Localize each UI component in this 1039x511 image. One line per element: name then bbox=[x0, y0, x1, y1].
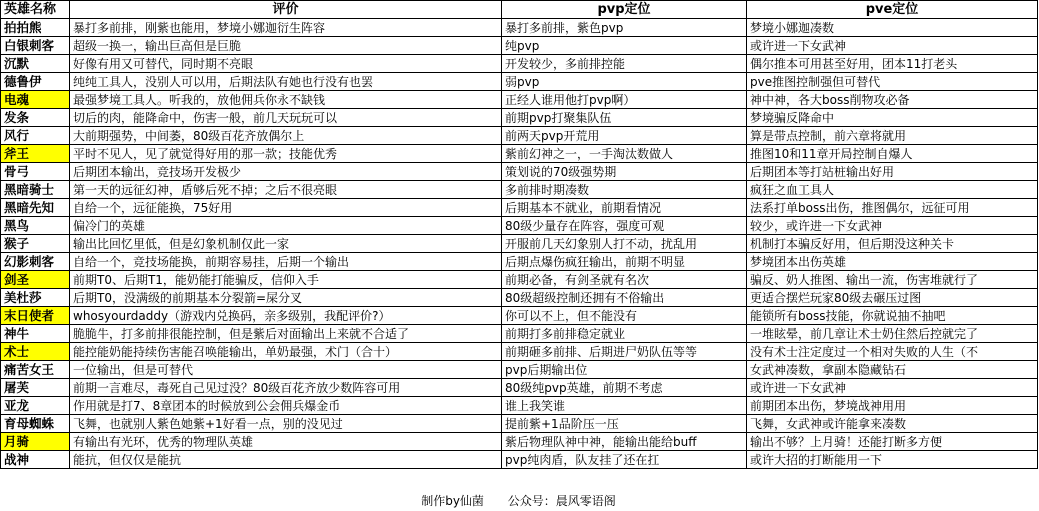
table-row bbox=[1, 19, 1038, 37]
pve-cell: 更适合摆烂玩家80级去碾压过图 bbox=[747, 289, 1038, 307]
pvp-cell: 前期打多前排稳定就业 bbox=[502, 325, 747, 343]
table-row bbox=[1, 253, 1038, 271]
pve-cell: 梦境团本出伤英雄 bbox=[747, 253, 1038, 271]
table-row bbox=[1, 397, 1038, 415]
evaluation-cell: 大前期强势，中间萎，80级百花齐放偶尔上 bbox=[70, 127, 502, 145]
hero-name-cell: 黑鸟 bbox=[1, 217, 70, 235]
hero-name-cell: 幻影刺客 bbox=[1, 253, 70, 271]
table-row bbox=[1, 271, 1038, 289]
table-row bbox=[1, 379, 1038, 397]
hero-name-cell: 神牛 bbox=[1, 325, 70, 343]
table-row bbox=[1, 217, 1038, 235]
hero-name-cell: 风行 bbox=[1, 127, 70, 145]
table-row bbox=[1, 37, 1038, 55]
footer-author: 制作by仙菌 bbox=[421, 494, 484, 508]
pvp-cell: 前期必备，有剑圣就有名次 bbox=[502, 271, 747, 289]
table-row bbox=[1, 55, 1038, 73]
pvp-cell: 策划说的70级强势期 bbox=[502, 163, 747, 181]
pvp-cell: 紫前幻神之一，一手淘汰数做人 bbox=[502, 145, 747, 163]
hero-name-cell: 拍拍熊 bbox=[1, 19, 70, 37]
table-row bbox=[1, 343, 1038, 361]
pvp-cell: 你可以不上，但不能没有 bbox=[502, 307, 747, 325]
hero-name-cell: 斧王 bbox=[1, 145, 70, 163]
table-row bbox=[1, 235, 1038, 253]
pvp-cell: 多前排时期凑数 bbox=[502, 181, 747, 199]
table-body bbox=[1, 19, 1038, 469]
table-row bbox=[1, 145, 1038, 163]
pve-cell: 疯狂之血工具人 bbox=[747, 181, 1038, 199]
evaluation-cell: 最强梦境工具人。听我的，放他佣兵你永不缺钱 bbox=[70, 91, 502, 109]
pve-cell: 偶尔推本可用甚至好用，团本11打老头 bbox=[747, 55, 1038, 73]
evaluation-cell: 暴打多前排，刚紫也能用，梦境小娜迦衍生阵容 bbox=[70, 19, 502, 37]
evaluation-cell: 偏冷门的英雄 bbox=[70, 217, 502, 235]
hero-name-cell: 月骑 bbox=[1, 433, 70, 451]
pve-cell: pve推图控制强但可替代 bbox=[747, 73, 1038, 91]
pve-cell: 输出不够？上月骑！还能打断多方便 bbox=[747, 433, 1038, 451]
evaluation-cell: 自给一个，远征能换，75好用 bbox=[70, 199, 502, 217]
header-row bbox=[1, 1, 1038, 19]
hero-name-cell: 剑圣 bbox=[1, 271, 70, 289]
header-pvp-position: pvp定位 bbox=[502, 1, 747, 19]
hero-name-cell: 白银刺客 bbox=[1, 37, 70, 55]
pve-cell: 梦境骗反降命中 bbox=[747, 109, 1038, 127]
hero-name-cell: 美杜莎 bbox=[1, 289, 70, 307]
evaluation-cell: 后期团本输出，竞技场开发极少 bbox=[70, 163, 502, 181]
evaluation-cell: 输出比回忆里低，但是幻象机制仅此一家 bbox=[70, 235, 502, 253]
pvp-cell: 谁上我笑谁 bbox=[502, 397, 747, 415]
pve-cell: 神中神，各大boss削物攻必备 bbox=[747, 91, 1038, 109]
evaluation-cell: 飞舞，也就别人紫色她紫+1好看一点，别的没见过 bbox=[70, 415, 502, 433]
pvp-cell: pvp后期输出位 bbox=[502, 361, 747, 379]
table-row bbox=[1, 181, 1038, 199]
table-row bbox=[1, 199, 1038, 217]
hero-name-cell: 猴子 bbox=[1, 235, 70, 253]
pve-cell: 没有术士注定度过一个相对失败的人生（不 bbox=[747, 343, 1038, 361]
pve-cell: 前期团本出伤，梦境战神用用 bbox=[747, 397, 1038, 415]
table-row bbox=[1, 127, 1038, 145]
table-row bbox=[1, 163, 1038, 181]
pve-cell: 较少，或许进一下女武神 bbox=[747, 217, 1038, 235]
evaluation-cell: 前期T0、后期T1，能奶能打能骗反，信仰入手 bbox=[70, 271, 502, 289]
pvp-cell: pvp纯肉盾，队友挂了还在扛 bbox=[502, 451, 747, 469]
table-row bbox=[1, 73, 1038, 91]
pvp-cell: 开发较少，多前排控能 bbox=[502, 55, 747, 73]
hero-name-cell: 末日使者 bbox=[1, 307, 70, 325]
table-row bbox=[1, 325, 1038, 343]
evaluation-cell: 好像有用又可替代，同时期不亮眼 bbox=[70, 55, 502, 73]
hero-name-cell: 痛苦女王 bbox=[1, 361, 70, 379]
pve-cell: 法系打单boss出伤，推图偶尔，远征可用 bbox=[747, 199, 1038, 217]
pvp-cell: 80级纯pvp英雄，前期不考虑 bbox=[502, 379, 747, 397]
evaluation-cell: 第一天的远征幻神，盾够后死不掉；之后不很亮眼 bbox=[70, 181, 502, 199]
evaluation-cell: 能抗，但仅仅是能抗 bbox=[70, 451, 502, 469]
table-row bbox=[1, 433, 1038, 451]
pvp-cell: 正经人谁用他打pvp啊） bbox=[502, 91, 747, 109]
pvp-cell: 弱pvp bbox=[502, 73, 747, 91]
evaluation-cell: 能控能奶能持续伤害能召唤能输出，单奶最强，术门（合十） bbox=[70, 343, 502, 361]
hero-name-cell: 术士 bbox=[1, 343, 70, 361]
evaluation-cell: 自给一个，竞技场能换，前期容易挂，后期一个输出 bbox=[70, 253, 502, 271]
footer-credit bbox=[0, 492, 1037, 511]
evaluation-cell: 作用就是打7、8章团本的时候放到公会佣兵爆金币 bbox=[70, 397, 502, 415]
hero-name-cell: 电魂 bbox=[1, 91, 70, 109]
hero-name-cell: 发条 bbox=[1, 109, 70, 127]
evaluation-cell: whosyourdaddy（游戏内兑换码，亲多级别，我配评价?） bbox=[70, 307, 502, 325]
table-row bbox=[1, 289, 1038, 307]
evaluation-cell: 脆脆牛，打多前排很能控制，但是紫后对面输出上来就不合适了 bbox=[70, 325, 502, 343]
pvp-cell: 紫后物理队神中神，能输出能给buff bbox=[502, 433, 747, 451]
hero-name-cell: 亚龙 bbox=[1, 397, 70, 415]
pve-cell: 一堆眩晕，前几章让术士奶住然后控就完了 bbox=[747, 325, 1038, 343]
evaluation-cell: 前期一言难尽，毒死自己见过没？80级百花齐放少数阵容可用 bbox=[70, 379, 502, 397]
hero-name-cell: 育母蜘蛛 bbox=[1, 415, 70, 433]
hero-name-cell: 黑暗骑士 bbox=[1, 181, 70, 199]
pvp-cell: 前两天pvp开荒用 bbox=[502, 127, 747, 145]
pvp-cell: 开服前几天幻象别人打不动，扰乱用 bbox=[502, 235, 747, 253]
evaluation-cell: 一位输出，但是可替代 bbox=[70, 361, 502, 379]
pve-cell: 或许进一下女武神 bbox=[747, 37, 1038, 55]
pvp-cell: 80级超级控制还拥有不俗输出 bbox=[502, 289, 747, 307]
pvp-cell: 提前紫+1品阶压一压 bbox=[502, 415, 747, 433]
pvp-cell: 80级少量存在阵容，强度可观 bbox=[502, 217, 747, 235]
evaluation-cell: 切后的肉，能降命中，伤害一般，前几天玩玩可以 bbox=[70, 109, 502, 127]
pve-cell: 飞舞，女武神或许能拿来凑数 bbox=[747, 415, 1038, 433]
evaluation-cell: 纯纯工具人，没别人可以用，后期法队有她也行没有也罢 bbox=[70, 73, 502, 91]
pve-cell: 或许进一下女武神 bbox=[747, 379, 1038, 397]
pvp-cell: 纯pvp bbox=[502, 37, 747, 55]
hero-name-cell: 战神 bbox=[1, 451, 70, 469]
table-row bbox=[1, 109, 1038, 127]
header-pve-position: pve定位 bbox=[747, 1, 1038, 19]
hero-name-cell: 黑暗先知 bbox=[1, 199, 70, 217]
pve-cell: 机制打本骗反好用，但后期没这种关卡 bbox=[747, 235, 1038, 253]
hero-name-cell: 沉默 bbox=[1, 55, 70, 73]
table-row bbox=[1, 91, 1038, 109]
evaluation-cell: 超级一换一，输出巨高但是巨脆 bbox=[70, 37, 502, 55]
evaluation-cell: 平时不见人，见了就觉得好用的那一款；技能优秀 bbox=[70, 145, 502, 163]
pve-cell: 后期团本等打站桩输出好用 bbox=[747, 163, 1038, 181]
footer-account: 公众号：晨风零语阁 bbox=[507, 494, 616, 508]
pvp-cell: 后期基本不就业，前期看情况 bbox=[502, 199, 747, 217]
pve-cell: 或许大招的打断能用一下 bbox=[747, 451, 1038, 469]
header-hero-name: 英雄名称 bbox=[1, 1, 70, 19]
table-row bbox=[1, 415, 1038, 433]
hero-name-cell: 屠芙 bbox=[1, 379, 70, 397]
pve-cell: 算是带点控制，前六章将就用 bbox=[747, 127, 1038, 145]
table-row bbox=[1, 307, 1038, 325]
pvp-cell: 前期pvp打聚集队伍 bbox=[502, 109, 747, 127]
pve-cell: 推图10和11章开局控制自爆人 bbox=[747, 145, 1038, 163]
pve-cell: 女武神凑数，拿副本隐藏钻石 bbox=[747, 361, 1038, 379]
table-row bbox=[1, 451, 1038, 469]
evaluation-cell: 后期T0，没满级的前期基本分裂箭=屎分叉 bbox=[70, 289, 502, 307]
pvp-cell: 前期砸多前排、后期进尸奶队伍等等 bbox=[502, 343, 747, 361]
pve-cell: 骗反、奶人推图、输出一流，伤害堆就行了 bbox=[747, 271, 1038, 289]
header-evaluation: 评价 bbox=[70, 1, 502, 19]
hero-name-cell: 德鲁伊 bbox=[1, 73, 70, 91]
hero-name-cell: 骨弓 bbox=[1, 163, 70, 181]
pve-cell: 梦境小娜迦凑数 bbox=[747, 19, 1038, 37]
pvp-cell: 暴打多前排，紫色pvp bbox=[502, 19, 747, 37]
pvp-cell: 后期点爆伤疯狂输出，前期不明显 bbox=[502, 253, 747, 271]
table-row bbox=[1, 361, 1038, 379]
pve-cell: 能锁所有boss技能，你就说抽不抽吧 bbox=[747, 307, 1038, 325]
evaluation-cell: 有输出有光环，优秀的物理队英雄 bbox=[70, 433, 502, 451]
